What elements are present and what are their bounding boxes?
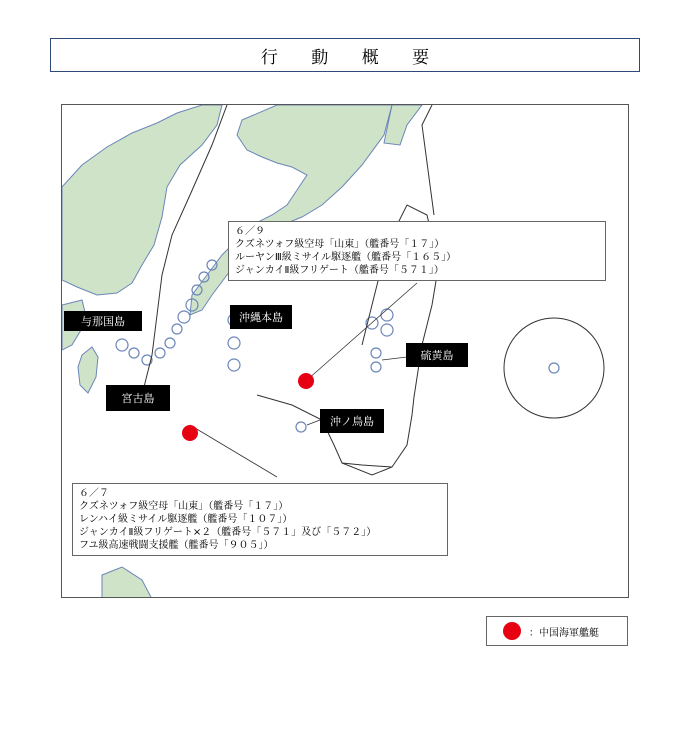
iwoto-islands	[371, 348, 381, 372]
info-line: ６／９	[235, 226, 265, 237]
info-line: クズネツォフ級空母「山東」（艦番号「１７」）	[235, 239, 445, 250]
info-line: クズネツォフ級空母「山東」（艦番号「１７」）	[79, 501, 289, 512]
red-dot-icon	[503, 622, 521, 640]
info-box-0609	[228, 221, 606, 281]
land-taiwan	[78, 347, 98, 393]
info-line: ルーヤンⅢ級ミサイル駆逐艦（艦番号「１６５」）	[235, 252, 457, 263]
okinotorishima-icon	[296, 422, 306, 432]
ship-marker-0609	[298, 373, 314, 389]
legend-label: ：中国海軍艦艇	[529, 627, 599, 639]
label-redacted-1: 与那国島	[64, 311, 142, 331]
label-redacted-3: 宮古島	[106, 385, 170, 411]
map	[61, 104, 629, 598]
label-okinotorishima: 沖ノ鳥島	[320, 409, 384, 433]
land-japan	[190, 105, 392, 315]
page-title: 行 動 概 要	[260, 47, 444, 68]
land-korea	[62, 105, 222, 295]
land-luzon	[102, 567, 152, 598]
info-line: ６／７	[79, 488, 109, 499]
label-redacted-2: 沖縄本島	[230, 305, 292, 329]
label-iwoto: 硫黄島	[406, 343, 468, 367]
info-line: ジャンカイⅡ級フリゲート（艦番号「５７１」）	[235, 265, 444, 276]
info-line: フユ級高速戦闘支援艦（艦番号「９０５」）	[79, 540, 274, 551]
minamitorishima-eez	[504, 318, 604, 418]
info-box-0607	[72, 483, 448, 556]
title-box	[50, 38, 640, 72]
legend	[486, 616, 628, 646]
ship-marker-0607	[182, 425, 198, 441]
info-line: ジャンカイⅡ級フリゲート×２（艦番号「５７１」及び「５７２」）	[79, 527, 377, 538]
info-line: レンハイ級ミサイル駆逐艦（艦番号「１０７」）	[79, 514, 293, 525]
